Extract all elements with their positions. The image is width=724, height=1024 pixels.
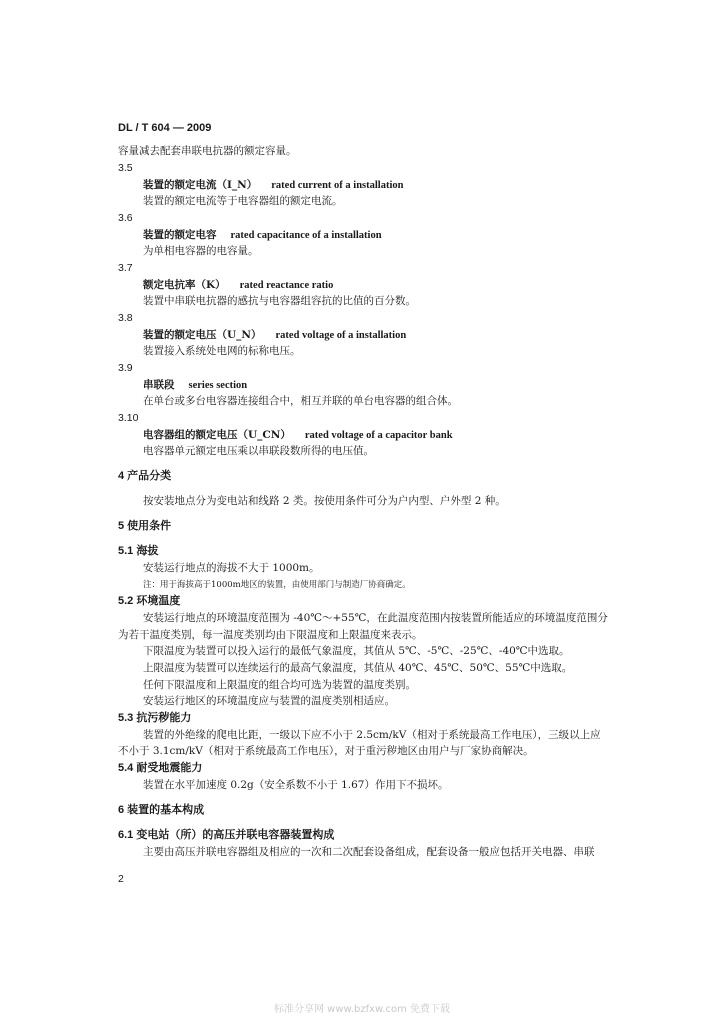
term-en: rated reactance ratio	[239, 280, 334, 291]
term-cn: 装置的额定电流（I_N）	[143, 179, 258, 191]
subsection-heading: 5.3 抗污秽能力	[118, 712, 192, 724]
paragraph-line: 装置在水平加速度 0.2g（安全系数不小于 1.67）作用下不损坏。	[143, 779, 449, 791]
paragraph-line: 任何下限温度和上限温度的组合均可选为装置的温度类别。	[143, 679, 416, 691]
term-en: rated voltage of a installation	[275, 330, 407, 341]
term-en: rated voltage of a capacitor bank	[304, 430, 453, 441]
subsection-heading: 5.1 海拔	[118, 545, 159, 557]
paragraph-line: 装置的外绝缘的爬电比距，一级以下应不小于 2.5cm/kV（相对于系统最高工作电压），三级以上应	[143, 729, 601, 741]
term-number: 3.5	[118, 162, 133, 174]
term-definition: 装置接入系统处电网的标称电压。	[143, 345, 301, 357]
term-cn: 额定电抗率（K）	[143, 279, 226, 291]
term-cn: 串联段	[143, 379, 175, 391]
term-cn: 装置的额定电压（U_N）	[143, 329, 262, 341]
paragraph-line: 安装运行地区的环境温度应与装置的温度类别相适应。	[143, 695, 395, 707]
term-number: 3.6	[118, 212, 133, 224]
standard-code-header: DL / T 604 — 2009	[118, 122, 212, 134]
section-heading: 4 产品分类	[118, 470, 172, 482]
term-definition: 电容器单元额定电压乘以串联段数所得的电压值。	[143, 445, 374, 457]
term-heading	[143, 378, 247, 393]
paragraph-line: 上限温度为装置可以连续运行的最高气象温度，其值从 40℃、45℃、50℃、55℃中选取。	[143, 662, 573, 674]
term-en: rated current of a installation	[271, 180, 404, 191]
term-definition: 在单台或多台电容器连接组合中，相互并联的单台电容器的组合体。	[143, 395, 458, 407]
term-number: 3.7	[118, 262, 133, 274]
subsection-heading: 5.2 环境温度	[118, 595, 181, 607]
paragraph-line: 按安装地点分为变电站和线路 2 类。按使用条件可分为户内型、户外型 2 种。	[143, 495, 506, 507]
term-cn: 电容器组的额定电压（U_CN）	[143, 429, 291, 441]
page-number: 2	[118, 873, 124, 885]
term-heading	[143, 278, 333, 293]
term-heading	[143, 328, 406, 343]
paragraph-line: 安装运行地点的环境温度范围为 -40℃～+55℃，在此温度范围内按装置所能适应的环境温度范围分	[143, 612, 608, 624]
term-number: 3.10	[118, 412, 139, 424]
paragraph-line: 下限温度为装置可以投入运行的最低气象温度，其值从 5℃、-5℃、-25℃、-40℃中选取。	[143, 645, 570, 657]
section-heading: 6 装置的基本构成	[118, 804, 205, 816]
subsection-heading: 5.4 耐受地震能力	[118, 762, 203, 774]
watermark: 标准分享网 www.bzfxw.com 免费下载	[274, 1004, 450, 1015]
note-line: 注：用于海拔高于1000m地区的装置，由使用部门与制造厂协商确定。	[143, 580, 411, 590]
paragraph-line: 主要由高压并联电容器组及相应的一次和二次配套设备组成，配套设备一般应包括开关电器、串联	[143, 846, 595, 858]
term-definition: 为单相电容器的电容量。	[143, 245, 259, 257]
term-heading	[143, 228, 382, 243]
term-definition: 装置的额定电流等于电容器组的额定电流。	[143, 195, 343, 207]
term-en: series section	[188, 380, 248, 391]
subsection-heading: 6.1 变电站（所）的高压并联电容器装置构成	[118, 829, 335, 841]
paragraph-line: 安装运行地点的海拔不大于 1000m。	[143, 562, 320, 574]
paragraph-line: 不小于 3.1cm/kV（相对于系统最高工作电压），对于重污秽地区由用户与厂家协商解决。	[118, 745, 534, 757]
term-number: 3.8	[118, 312, 133, 324]
term-cn: 装置的额定电容	[143, 229, 217, 241]
term-heading	[143, 178, 403, 193]
term-number: 3.9	[118, 362, 133, 374]
term-en: rated capacitance of a installation	[230, 230, 382, 241]
term-heading	[143, 428, 453, 443]
paragraph-line: 为若干温度类别，每一温度类别均由下限温度和上限温度来表示。	[118, 629, 423, 641]
section-heading: 5 使用条件	[118, 520, 172, 532]
paragraph-line: 容量减去配套串联电抗器的额定容量。	[118, 145, 297, 157]
term-definition: 装置中串联电抗器的感抗与电容器组容抗的比值的百分数。	[143, 295, 416, 307]
